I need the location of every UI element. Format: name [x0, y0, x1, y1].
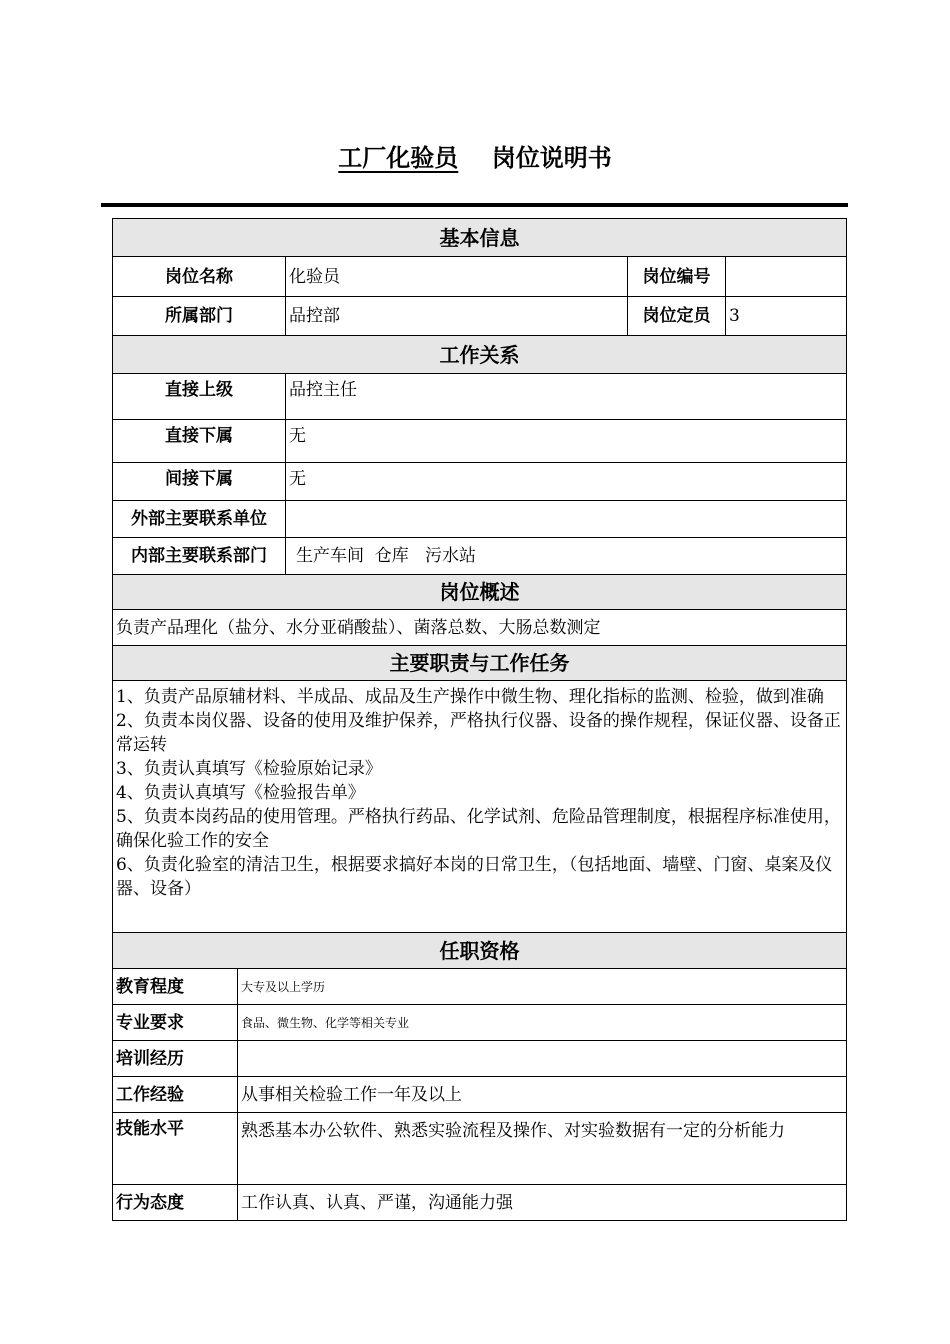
section-overview: 岗位概述: [113, 575, 847, 610]
position-name-label: 岗位名称: [113, 257, 286, 297]
relation-value: 生产车间 仓库 污水站: [286, 538, 847, 575]
duty-item: 6、负责化验室的清洁卫生，根据要求搞好本岗的日常卫生，（包括地面、墙壁、门窗、桌案及仪器、设备）: [116, 855, 833, 899]
major-value: 食品、微生物、化学等相关专业: [238, 1005, 847, 1041]
document-title: [0, 138, 950, 178]
skills-value: 熟悉基本办公软件、熟悉实验流程及操作、对实验数据有一定的分析能力: [238, 1113, 847, 1185]
duty-item: 2、负责本岗仪器、设备的使用及维护保养，严格执行仪器、设备的操作规程，保证仪器、设备正常运转: [116, 711, 841, 755]
department-label: 所属部门: [113, 297, 286, 336]
title-underlined: 工厂化验员: [338, 144, 459, 172]
relation-label: 间接下属: [113, 463, 286, 501]
education-label: 教育程度: [113, 969, 238, 1005]
job-description-table: [112, 218, 847, 1221]
training-value: [238, 1041, 847, 1077]
duty-item: 4、负责认真填写《检验报告单》: [116, 783, 365, 803]
position-code-value: [726, 257, 847, 297]
headcount-value: 3: [726, 297, 847, 336]
training-label: 培训经历: [113, 1041, 238, 1077]
experience-value: 从事相关检验工作一年及以上: [238, 1077, 847, 1113]
duties-list: [113, 681, 847, 933]
position-code-label: 岗位编号: [628, 257, 726, 297]
section-duties: 主要职责与工作任务: [113, 646, 847, 681]
relation-label: 外部主要联系单位: [113, 501, 286, 538]
title-rule: [101, 203, 848, 207]
duty-item: 5、负责本岗药品的使用管理。严格执行药品、化学试剂、危险品管理制度，根据程序标准使用，确保化验工作的安全: [116, 807, 841, 851]
duty-item: 3、负责认真填写《检验原始记录》: [116, 759, 382, 779]
section-work-relations: 工作关系: [113, 336, 847, 374]
department-value: 品控部: [286, 297, 628, 336]
relation-value: 无: [286, 420, 847, 463]
skills-label: 技能水平: [113, 1113, 238, 1185]
major-label: 专业要求: [113, 1005, 238, 1041]
duty-item: 1、负责产品原辅材料、半成品、成品及生产操作中微生物、理化指标的监测、检验，做到准确: [116, 687, 824, 707]
section-basic-info: 基本信息: [113, 219, 847, 257]
attitude-label: 行为态度: [113, 1185, 238, 1221]
relation-label: 直接上级: [113, 374, 286, 420]
experience-label: 工作经验: [113, 1077, 238, 1113]
relation-value: 无: [286, 463, 847, 501]
overview-text: 负责产品理化（盐分、水分亚硝酸盐）、菌落总数、大肠总数测定: [113, 610, 847, 646]
position-name-value: 化验员: [286, 257, 628, 297]
relation-value: 品控主任: [286, 374, 847, 420]
attitude-value: 工作认真、认真、严谨，沟通能力强: [238, 1185, 847, 1221]
headcount-label: 岗位定员: [628, 297, 726, 336]
relation-label: 内部主要联系部门: [113, 538, 286, 575]
title-rest: 岗位说明书: [491, 144, 612, 172]
section-qualifications: 任职资格: [113, 933, 847, 969]
relation-label: 直接下属: [113, 420, 286, 463]
education-value: 大专及以上学历: [238, 969, 847, 1005]
relation-value: [286, 501, 847, 538]
